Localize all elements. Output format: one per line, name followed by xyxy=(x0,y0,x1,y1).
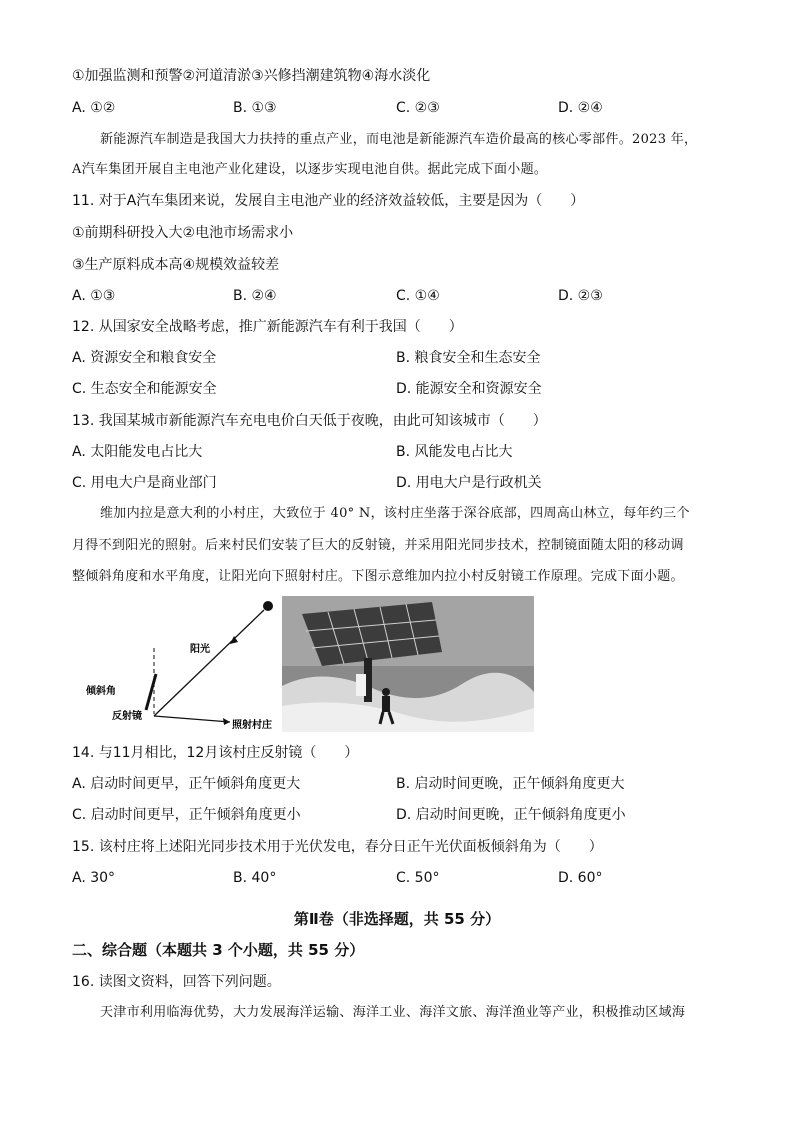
q14-option-d[interactable]: D. 启动时间更晚，正午倾斜角度更小 xyxy=(396,807,626,823)
q12-option-b[interactable]: B. 粮食安全和生态安全 xyxy=(396,350,541,366)
mirror-photo xyxy=(282,596,534,732)
q10-option-d[interactable]: D. ②④ xyxy=(558,100,603,116)
q15-option-d[interactable]: D. 60° xyxy=(558,870,603,886)
q14-option-b[interactable]: B. 启动时间更晚，正午倾斜角度更大 xyxy=(396,776,625,792)
q13-option-c[interactable]: C. 用电大户是商业部门 xyxy=(72,475,217,491)
q14-stem: 14. 与11月相比，12月该村庄反射镜（ ） xyxy=(72,745,359,761)
q11-stem: 11. 对于A汽车集团来说，发展自主电池产业的经济效益较低，主要是因为（ ） xyxy=(72,193,585,209)
passage2-line-1: 维加内拉是意大利的小村庄，大致位于 40° N，该村庄坐落于深谷底部，四周高山林立，每年约三个 xyxy=(100,506,690,521)
passage2-line-2: 月得不到阳光的照射。后来村民们安装了巨大的反射镜，并采用阳光同步技术，控制镜面随太阳的移动调 xyxy=(72,538,684,553)
q11-items-1: ①前期科研投入大②电池市场需求小 xyxy=(72,225,294,241)
q16-passage: 天津市利用临海优势，大力发展海洋运输、海洋工业、海洋文旅、海洋渔业等产业，积极推动区域海 xyxy=(100,1005,686,1020)
part2-title: 第Ⅱ卷（非选择题，共 55 分） xyxy=(293,910,501,928)
sunlight-ray xyxy=(154,610,264,716)
q13-option-a[interactable]: A. 太阳能发电占比大 xyxy=(72,444,203,460)
q11-option-a[interactable]: A. ①③ xyxy=(72,288,116,304)
q16-stem: 16. 读图文资料，回答下列问题。 xyxy=(72,974,281,990)
q11-option-c[interactable]: C. ①④ xyxy=(396,288,440,304)
arrow-head-icon xyxy=(223,718,230,725)
q13-option-b[interactable]: B. 风能发电占比大 xyxy=(396,444,513,460)
section2-title: 二、综合题（本题共 3 个小题，共 55 分） xyxy=(72,941,365,959)
q10-option-b[interactable]: B. ①③ xyxy=(233,100,277,116)
passage2-line-3: 整倾斜角度和水平角度，让阳光向下照射村庄。下图示意维加内拉小村反射镜工作原理。完成下面小题。 xyxy=(72,569,684,584)
q10-items: ①加强监测和预警②河道清淤③兴修挡潮建筑物④海水淡化 xyxy=(72,68,431,84)
mirror-principle-diagram xyxy=(80,594,280,732)
passage1-line-1: 新能源汽车制造是我国大力扶持的重点产业，而电池是新能源汽车造价最高的核心零部件。2023 年， xyxy=(100,132,698,147)
q12-option-d[interactable]: D. 能源安全和资源安全 xyxy=(396,381,542,397)
reflected-ray xyxy=(154,716,230,722)
q11-items-2: ③生产原料成本高④规模效益较差 xyxy=(72,257,280,273)
q15-option-c[interactable]: C. 50° xyxy=(396,870,440,886)
q14-option-a[interactable]: A. 启动时间更早，正午倾斜角度更大 xyxy=(72,776,301,792)
q13-stem: 13. 我国某城市新能源汽车充电电价白天低于夜晚，由此可知该城市（ ） xyxy=(72,413,547,429)
q13-option-d[interactable]: D. 用电大户是行政机关 xyxy=(396,475,542,491)
q12-stem: 12. 从国家安全战略考虑，推广新能源汽车有利于我国（ ） xyxy=(72,319,463,335)
tilt-angle-label: 倾斜角 xyxy=(86,686,116,697)
q11-option-b[interactable]: B. ②④ xyxy=(233,288,277,304)
q15-stem: 15. 该村庄将上述阳光同步技术用于光伏发电，春分日正午光伏面板倾斜角为（ ） xyxy=(72,839,603,855)
q11-option-d[interactable]: D. ②③ xyxy=(558,288,603,304)
q15-option-b[interactable]: B. 40° xyxy=(233,870,277,886)
signboard xyxy=(356,674,366,696)
arrow-head-icon xyxy=(230,636,238,644)
q14-option-c[interactable]: C. 启动时间更早，正午倾斜角度更小 xyxy=(72,807,301,823)
sunlight-label: 阳光 xyxy=(190,644,210,655)
q15-option-a[interactable]: A. 30° xyxy=(72,870,116,886)
q12-option-c[interactable]: C. 生态安全和能源安全 xyxy=(72,381,217,397)
q12-option-a[interactable]: A. 资源安全和粮食安全 xyxy=(72,350,217,366)
sun-icon xyxy=(263,601,273,611)
q10-option-c[interactable]: C. ②③ xyxy=(396,100,440,116)
mirror-label: 反射镜 xyxy=(112,711,142,722)
passage1-line-2: A汽车集团开展自主电池产业化建设，以逐步实现电池自供。据此完成下面小题。 xyxy=(72,162,548,177)
village-label: 照射村庄 xyxy=(232,720,272,731)
q10-option-a[interactable]: A. ①② xyxy=(72,100,116,116)
